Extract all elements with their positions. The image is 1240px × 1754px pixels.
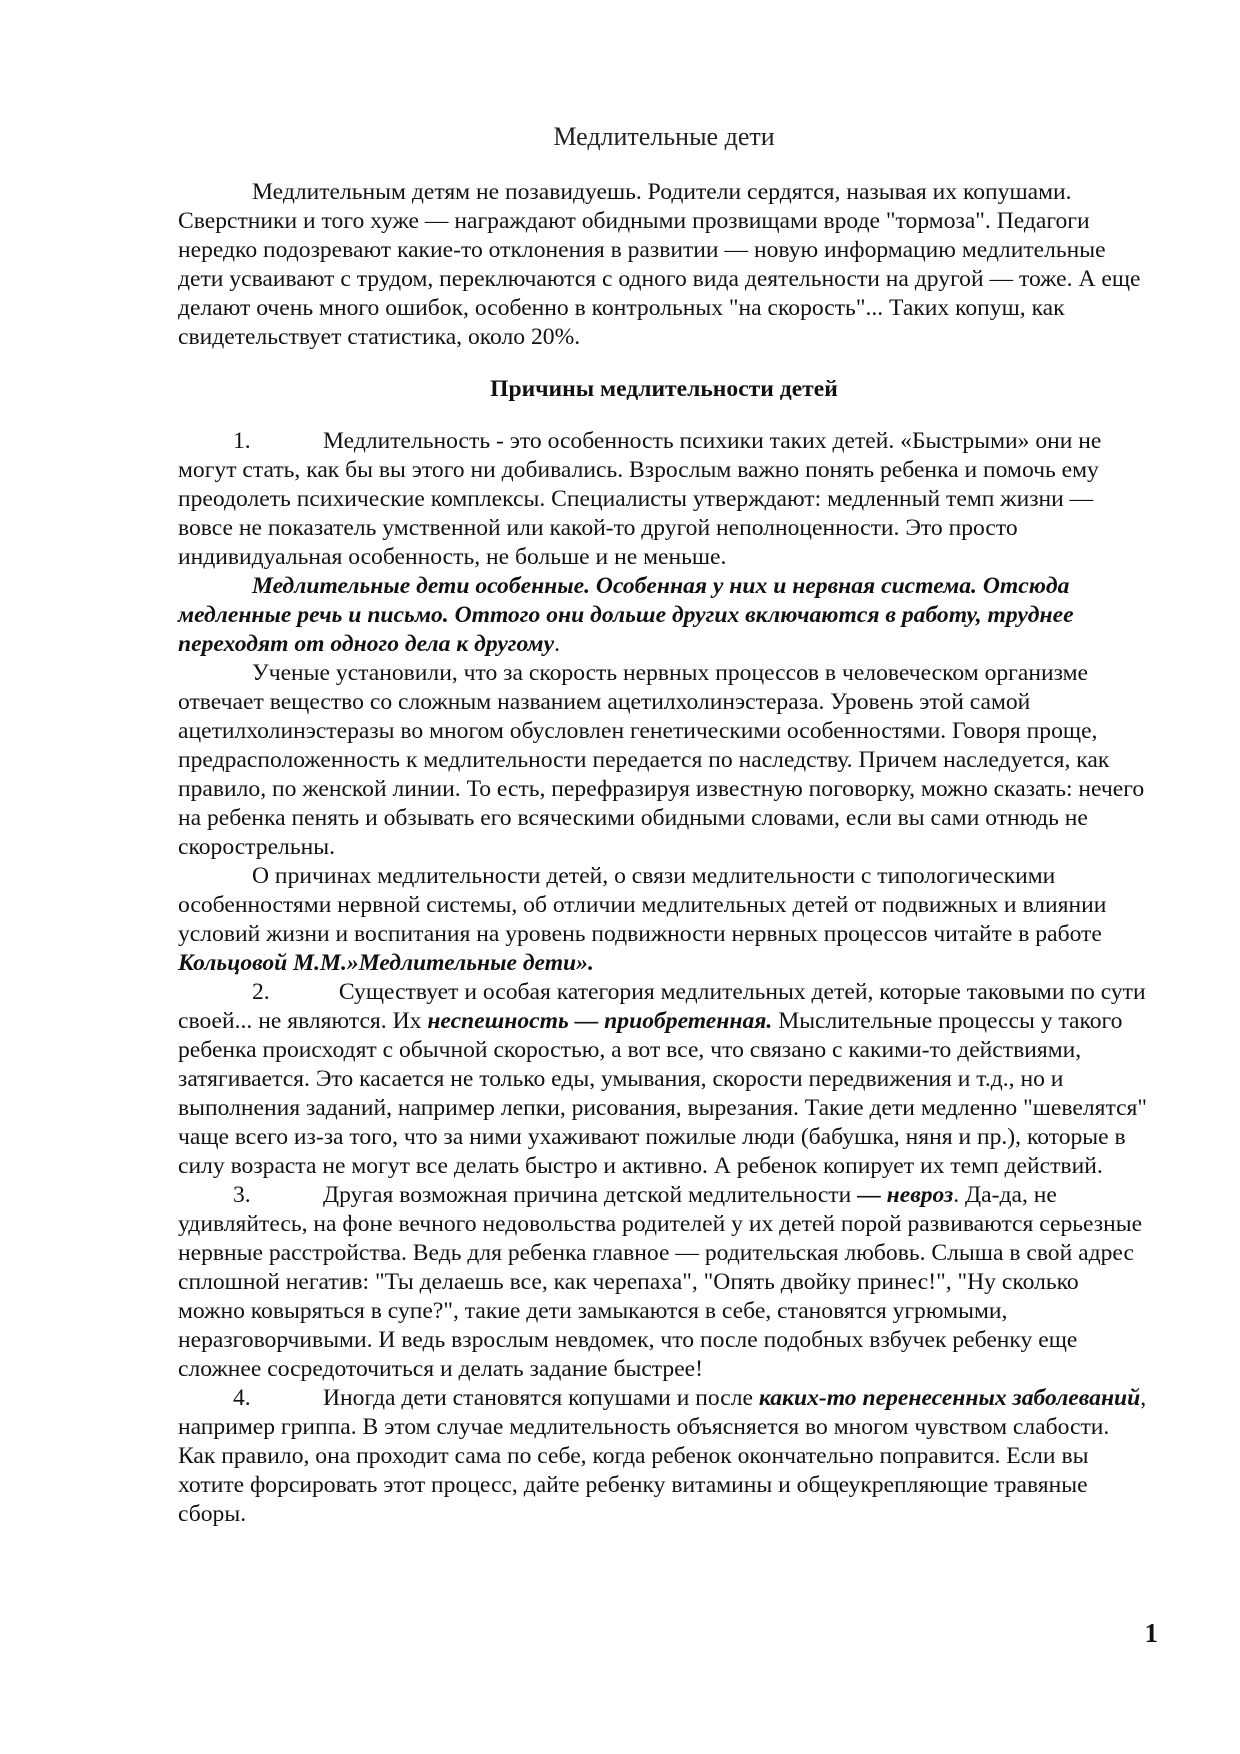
emphasis-text: Медлительные дети особенные. Особенная у них и нервная система. Отсюда медленные речь и письмо. Оттого они дольше других включаются в работу, труднее переходят от одного дела к другому [178, 573, 1074, 657]
section-heading: Причины медлительности детей [490, 376, 838, 402]
reference-citation: Кольцовой М.М.»Медлительные дети». [178, 950, 594, 976]
list-item-1-text: Медлительность - это особенность психики таких детей. «Быстрыми» они не могут стать, как бы вы этого ни добивались. Взрослым важно понять ребенка и помочь ему преодолеть психические комплексы. Специалисты утверждают: медленный темп жизни — вовсе не показатель умственной или какой-то другой неполноценности. Это просто индивидуальная особенность, не больше и не меньше. [178, 428, 1102, 570]
list-item-3 [178, 1181, 1150, 1384]
list-number-2: 2. [252, 979, 270, 1005]
emphasis-paragraph [178, 572, 1150, 659]
document-body [178, 122, 1150, 1529]
scientists-paragraph: Ученые установили, что за скорость нервных процессов в человеческом организме отвечает вещество со сложным названием ацетилхолинэстераза. Уровень этой самой ацетилхолинэстеразы во многом обусловлен генетическими особенностями. Говоря проще, предрасположенность к медлительности передается по наследству. Причем наследуется, как правило, по женской линии. То есть, перефразируя известную поговорку, можно сказать: нечего на ребенка пенять и обзывать его всяческими обидными словами, если вы сами отнюдь не скорострельны. [178, 660, 1145, 860]
list-item-3-text-a: Другая возможная причина детской медлительности [323, 1182, 858, 1208]
list-number-4: 4. [233, 1385, 251, 1411]
list-number-1: 1. [233, 428, 251, 454]
list-item-3-emphasis: невроз [886, 1182, 954, 1208]
list-number-3: 3. [233, 1182, 251, 1208]
list-item-2 [178, 978, 1150, 1181]
list-item-3-dash: — [857, 1182, 887, 1208]
list-item-2-text-a: Существует и особая категория медлительных детей, которые таковыми по сути своей... не являются. Их [178, 979, 1146, 1034]
list-item-4 [178, 1384, 1150, 1529]
page-title: Медлительные дети [553, 122, 775, 151]
list-item-2-text-b: Мыслительные процессы у такого ребенка происходят с обычной скоростью, а вот все, что связано с какими-то действиями, затягивается. Это касается не только еды, умывания, скорости передвижения и т.д., но и выполнения заданий, например лепки, рисования, вырезания. Такие дети медленно "шевелятся" чаще всего из-за того, что за ними ухаживают пожилые люди (бабушка, няня и пр.), которые в силу возраста не могут все делать быстро и активно. А ребенок копирует их темп действий. [178, 1008, 1148, 1179]
intro-paragraph: Медлительным детям не позавидуешь. Родители сердятся, называя их копушами. Сверстники и того хуже — награждают обидными прозвищами вроде "тормоза". Педагоги нередко подозревают какие-то отклонения в развитии — новую информацию медлительные дети усваивают с трудом, переключаются с одного вида деятельности на другой — тоже. А еще делают очень много ошибок, особенно в контрольных "на скорость"... Таких копуш, как свидетельствует статистика, около 20%. [178, 179, 1141, 350]
reference-paragraph [178, 862, 1150, 978]
list-item-4-emphasis: каких-то перенесенных заболеваний [758, 1385, 1141, 1411]
list-item-4-text-a: Иногда дети становятся копушами и после [323, 1385, 759, 1411]
list-item-1 [178, 427, 1150, 572]
list-item-3-text-b: . Да-да, не удивляйтесь, на фоне вечного недовольства родителей у их детей порой развиваются серьезные нервные расстройства. Ведь для ребенка главное — родительская любовь. Слыша в свой адрес сплошной негатив: "Ты делаешь все, как черепаха", "Опять двойку принес!", "Ну сколько можно ковыряться в супе?", такие дети замыкаются в себе, становятся угрюмыми, неразговорчивыми. И ведь взрослым невдомек, что после подобных взбучек ребенку еще сложнее сосредоточиться и делать задание быстрее! [178, 1182, 1143, 1382]
list-item-4-text-b: , например гриппа. В этом случае медлительность объясняется во многом чувством слабости. Как правило, она проходит сама по себе, когда ребенок окончательно поправится. Если вы хотите форсировать этот процесс, дайте ребенку витамины и общеукрепляющие травяные сборы. [178, 1385, 1147, 1527]
emphasis-tail: . [554, 631, 560, 657]
reference-text: О причинах медлительности детей, о связи медлительности с типологическими особенностями нервной системы, об отличии медлительных детей от подвижных и влиянии условий жизни и воспитания на уровень подвижности нервных процессов читайте в работе [178, 863, 1107, 947]
list-item-2-emphasis: неспешность — приобретенная. [427, 1008, 773, 1034]
page-number: 1 [1144, 1618, 1158, 1648]
